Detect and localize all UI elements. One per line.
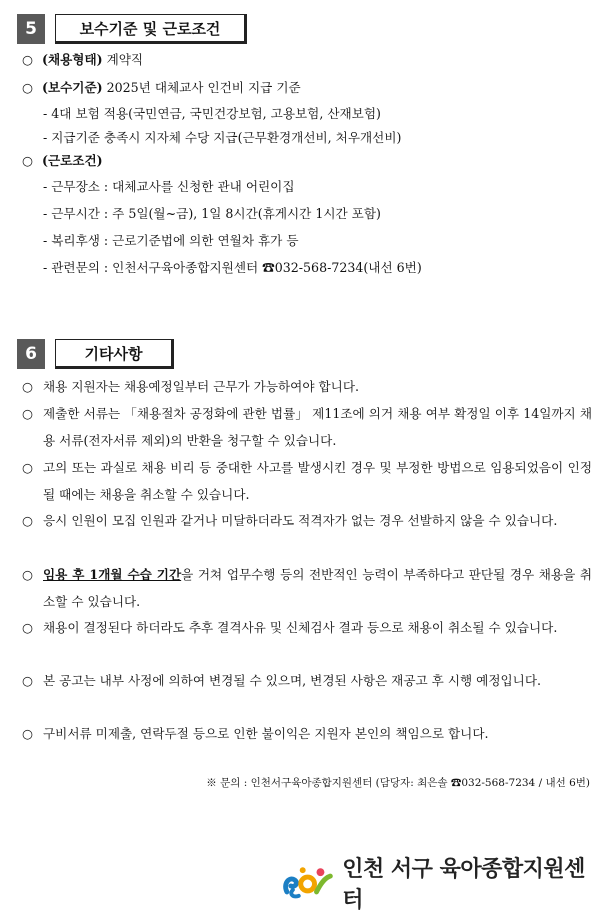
work-conditions-line: ○ (근로조건) (22, 153, 103, 168)
center-logo-text: 인천 서구 육아종합지원센터 (342, 857, 585, 913)
work-sub-item: - 근무장소 : 대체교사를 신청한 관내 어린이집 (43, 179, 295, 194)
notice-item: ○ 본 공고는 내부 사정에 의하여 변경될 수 있으며, 변경된 사항은 재공고 후 시행 예정입니다. (22, 673, 542, 688)
work-sub-item: - 근무시간 : 주 5일(월~금), 1일 8시간(휴게시간 1시간 포함) (43, 206, 381, 221)
pay-sub-item: - 4대 보험 적용(국민연금, 국민건강보험, 고용보험, 산재보험) (43, 106, 381, 121)
pay-standard-value: 2025년 대체교사 인건비 지급 기준 (102, 80, 301, 95)
notice-item: ○ 구비서류 미제출, 연락두절 등으로 인한 불이익은 지원자 본인의 책임으로 합니다. (22, 726, 489, 741)
employ-type-label: (채용형태) (42, 52, 103, 67)
section5-number: 5 (17, 14, 45, 44)
section6-header (17, 339, 174, 369)
notice-item: ○ 제출한 서류는 「채용절차 공정화에 관한 법률」 제11조에 의거 채용 여부 확정일 이후 14일까지 채용 서류(전자서류 제외)의 반환을 청구할 수 있습니다. (22, 406, 592, 448)
center-logo-icon (281, 864, 334, 902)
notice-item: ○ 채용 지원자는 채용예정일부터 근무가 가능하여야 합니다. (22, 379, 359, 394)
notice-item: ○ 채용이 결정된다 하더라도 추후 결격사유 및 신체검사 결과 등으로 채용이 취소될 수 있습니다. (22, 620, 558, 635)
notice-item: ○ 고의 또는 과실로 채용 비리 등 중대한 사고를 발생시킨 경우 및 부정한 방법으로 임용되었음이 인정될 때에는 채용을 취소할 수 있습니다. (22, 460, 592, 502)
work-conditions-label: (근로조건) (42, 153, 103, 168)
probation-highlight: 임용 후 1개월 수습 기간 (43, 567, 182, 582)
employ-type-line: ○ (채용형태) 계약직 (22, 52, 144, 67)
work-sub-item: - 복리후생 : 근로기준법에 의한 연월차 휴가 등 (43, 233, 299, 248)
pay-standard-line: ○ (보수기준) 2025년 대체교사 인건비 지급 기준 (22, 80, 301, 95)
contact-note: ※ 문의 : 인천서구육아종합지원센터 (담당자: 최은솔 ☎032-568-7234 / 내선 6번) (206, 777, 590, 789)
section6-number: 6 (17, 339, 45, 369)
notice-item-probation: ○ 임용 후 1개월 수습 기간을 거쳐 업무수행 등의 전반적인 능력이 부족하다고 판단될 경우 채용을 취소할 수 있습니다. (22, 567, 592, 609)
section5-header (17, 14, 247, 44)
section6-title: 기타사항 (55, 339, 174, 369)
pay-sub-item: - 지급기준 충족시 지자체 수당 지급(근무환경개선비, 처우개선비) (43, 130, 402, 145)
employ-type-value: 계약직 (102, 52, 144, 67)
pay-standard-label: (보수기준) (42, 80, 103, 95)
center-logo (281, 852, 602, 914)
work-sub-item: - 관련문의 : 인천서구육아종합지원센터 ☎032-568-7234(내선 6번) (43, 260, 422, 275)
section5-title: 보수기준 및 근로조건 (55, 14, 247, 44)
notice-item: ○ 응시 인원이 모집 인원과 같거나 미달하더라도 적격자가 없는 경우 선발하지 않을 수 있습니다. (22, 513, 558, 528)
